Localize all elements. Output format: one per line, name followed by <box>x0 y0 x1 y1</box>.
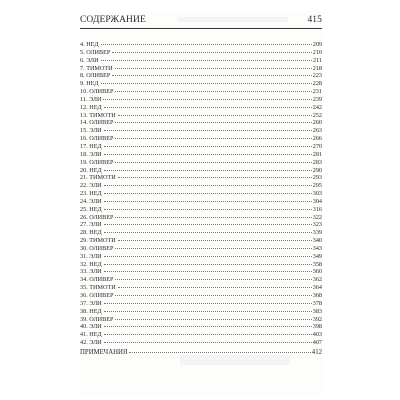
toc-entry <box>80 214 322 222</box>
toc-entry-page: 304 <box>312 197 322 205</box>
toc-entry-page: 242 <box>312 103 322 111</box>
dot-leader <box>104 170 312 171</box>
toc-entry <box>80 135 322 143</box>
toc-entry-page: 383 <box>312 307 322 315</box>
toc-entry-label: 37. ЭЛИ <box>80 299 102 307</box>
toc-entry-page: 368 <box>312 292 322 299</box>
dot-leader <box>118 115 312 116</box>
toc-entry <box>80 316 322 324</box>
toc-entry <box>80 308 322 316</box>
toc-entry-page: 211 <box>312 56 322 64</box>
dot-leader <box>104 154 312 155</box>
dot-leader <box>115 319 311 320</box>
toc-entry-label: 11. ЭЛИ <box>80 95 102 103</box>
dot-leader <box>104 271 312 272</box>
toc-entry-label: 32. НЕД <box>80 260 102 268</box>
toc-entry-label: 38. НЕД <box>80 307 102 315</box>
toc-entry-page: 412 <box>311 348 322 356</box>
toc-entry <box>80 127 322 135</box>
toc-entry-page: 303 <box>312 190 322 198</box>
dot-leader <box>104 185 312 186</box>
toc-entry <box>80 268 322 276</box>
toc-entry-page: 362 <box>312 276 322 284</box>
toc-entry-label: 34. ОЛИВЕР <box>80 276 114 284</box>
page-title: СОДЕРЖАНИЕ <box>80 15 146 25</box>
toc-entry-page: 323 <box>312 221 322 229</box>
toc-entry <box>80 349 322 357</box>
table-of-contents <box>80 41 322 357</box>
toc-entry-label: 21. ТИМОТИ <box>80 174 116 182</box>
toc-entry <box>80 88 322 96</box>
toc-entry-page: 358 <box>312 260 322 268</box>
toc-entry <box>80 112 322 120</box>
toc-entry-page: 293 <box>312 174 322 182</box>
toc-entry-page: 349 <box>312 252 322 260</box>
toc-entry <box>80 72 322 80</box>
dot-leader <box>104 256 312 257</box>
toc-entry-label: 39. ОЛИВЕР <box>80 315 114 323</box>
toc-entry-page: 403 <box>312 331 322 339</box>
toc-entry <box>80 159 322 167</box>
dot-leader <box>104 209 312 210</box>
page-number: 415 <box>307 15 322 25</box>
dot-leader <box>104 201 312 202</box>
toc-entry-page: 407 <box>312 339 322 347</box>
dot-leader <box>115 122 311 123</box>
book-page <box>80 11 322 396</box>
toc-entry-label: 16. ОЛИВЕР <box>80 135 114 143</box>
dot-leader <box>104 130 312 131</box>
dot-leader <box>104 264 312 265</box>
toc-entry-label: 33. ЭЛИ <box>80 268 102 276</box>
dot-leader <box>118 287 312 288</box>
toc-entry-page: 340 <box>312 237 322 245</box>
toc-entry-label: 20. НЕД <box>80 166 102 174</box>
toc-entry <box>80 323 322 331</box>
toc-entry <box>80 221 322 229</box>
toc-entry-page: 239 <box>312 95 322 103</box>
toc-entry <box>80 49 322 57</box>
dot-leader <box>115 91 311 92</box>
toc-entry-label: 18. ЭЛИ <box>80 150 102 158</box>
toc-entry-label: 7. ТИМОТИ <box>80 64 113 72</box>
header-rule <box>80 28 322 29</box>
dot-leader <box>118 240 312 241</box>
toc-entry-label: 27. ЭЛИ <box>80 221 102 229</box>
toc-entry-page: 322 <box>312 213 322 221</box>
toc-entry-label: 42. ЭЛИ <box>80 339 102 347</box>
toc-entry <box>80 151 322 159</box>
toc-entry-label: ПРИМЕЧАНИЯ <box>80 348 128 356</box>
toc-entry <box>80 276 322 284</box>
toc-entry <box>80 41 322 49</box>
dot-leader <box>115 248 311 249</box>
toc-entry-page: 228 <box>312 80 322 88</box>
toc-entry <box>80 65 322 73</box>
toc-entry-label: 4. НЕД <box>80 41 99 48</box>
toc-entry <box>80 198 322 206</box>
dot-leader <box>101 60 312 61</box>
toc-entry-label: 24. ЭЛИ <box>80 197 102 205</box>
toc-entry-page: 218 <box>312 64 322 72</box>
toc-entry-label: 22. ЭЛИ <box>80 182 102 190</box>
toc-entry-page: 343 <box>312 244 322 252</box>
toc-entry <box>80 253 322 261</box>
dot-leader <box>104 334 312 335</box>
toc-entry <box>80 182 322 190</box>
toc-entry-page: 281 <box>312 150 322 158</box>
toc-entry-page: 209 <box>312 41 322 48</box>
toc-entry-page: 364 <box>312 284 322 292</box>
toc-entry-label: 35. ТИМОТИ <box>80 284 116 292</box>
toc-entry <box>80 143 322 151</box>
toc-entry-label: 19. ОЛИВЕР <box>80 158 114 166</box>
toc-entry-page: 283 <box>312 158 322 166</box>
dot-leader <box>115 138 311 139</box>
toc-entry <box>80 261 322 269</box>
toc-entry-label: 41. НЕД <box>80 331 102 339</box>
toc-entry <box>80 80 322 88</box>
toc-entry <box>80 284 322 292</box>
toc-entry-label: 12. НЕД <box>80 103 102 111</box>
dot-leader <box>112 52 311 53</box>
dot-leader <box>115 217 311 218</box>
toc-entry-page: 252 <box>312 111 322 119</box>
toc-entry <box>80 174 322 182</box>
dot-leader <box>104 342 312 343</box>
toc-entry <box>80 237 322 245</box>
toc-entry-label: 15. ЭЛИ <box>80 127 102 135</box>
toc-entry-label: 9. НЕД <box>80 80 99 88</box>
toc-entry <box>80 57 322 65</box>
toc-entry <box>80 245 322 253</box>
dot-leader <box>104 224 312 225</box>
toc-entry-label: 14. ОЛИВЕР <box>80 119 114 127</box>
dot-leader <box>115 295 311 296</box>
dot-leader <box>129 352 310 353</box>
toc-entry-page: 266 <box>312 135 322 143</box>
toc-entry <box>80 119 322 127</box>
toc-entry-page: 378 <box>312 299 322 307</box>
toc-entry-page: 270 <box>312 142 322 150</box>
toc-entry-page: 223 <box>312 72 322 80</box>
toc-entry-page: 295 <box>312 182 322 190</box>
toc-entry-label: 10. ОЛИВЕР <box>80 88 114 96</box>
toc-entry <box>80 190 322 198</box>
dot-leader <box>104 146 312 147</box>
toc-entry-label: 30. ОЛИВЕР <box>80 244 114 252</box>
toc-entry-label: 26. ОЛИВЕР <box>80 213 114 221</box>
toc-entry <box>80 206 322 214</box>
dot-leader <box>115 68 312 69</box>
toc-entry <box>80 167 322 175</box>
toc-entry-page: 260 <box>312 119 322 127</box>
toc-entry-label: 17. НЕД <box>80 142 102 150</box>
toc-entry-page: 316 <box>312 205 322 213</box>
toc-entry-label: 5. ОЛИВЕР <box>80 48 111 56</box>
toc-entry-label: 8. ОЛИВЕР <box>80 72 111 80</box>
toc-entry <box>80 339 322 347</box>
toc-entry-page: 231 <box>312 88 322 96</box>
dot-leader <box>101 44 312 45</box>
toc-entry-label: 40. ЭЛИ <box>80 323 102 331</box>
toc-entry-label: 23. НЕД <box>80 190 102 198</box>
dot-leader <box>104 326 312 327</box>
toc-entry <box>80 229 322 237</box>
dot-leader <box>104 311 312 312</box>
toc-entry-page: 392 <box>312 315 322 323</box>
toc-entry-label: 25. НЕД <box>80 205 102 213</box>
toc-entry-page: 339 <box>312 229 322 237</box>
toc-entry-label: 29. ТИМОТИ <box>80 237 116 245</box>
toc-entry-label: 28. НЕД <box>80 229 102 237</box>
toc-entry <box>80 104 322 112</box>
dot-leader <box>101 83 312 84</box>
dot-leader <box>112 75 311 76</box>
toc-entry-page: 360 <box>312 268 322 276</box>
dot-leader <box>115 162 311 163</box>
dot-leader <box>115 279 311 280</box>
toc-entry-label: 31. ЭЛИ <box>80 252 102 260</box>
dot-leader <box>103 99 311 100</box>
running-header <box>80 14 322 26</box>
dot-leader <box>104 107 312 108</box>
dot-leader <box>118 177 312 178</box>
toc-entry-page: 210 <box>312 48 322 56</box>
toc-entry <box>80 300 322 308</box>
dot-leader <box>104 193 312 194</box>
toc-entry-label: 13. ТИМОТИ <box>80 111 116 119</box>
toc-entry-label: 36. ОЛИВЕР <box>80 292 114 299</box>
toc-entry <box>80 331 322 339</box>
toc-entry-page: 263 <box>312 127 322 135</box>
toc-entry-page: 290 <box>312 166 322 174</box>
toc-entry <box>80 96 322 104</box>
toc-entry-page: 398 <box>312 323 322 331</box>
toc-entry <box>80 292 322 300</box>
dot-leader <box>104 303 312 304</box>
dot-leader <box>104 232 312 233</box>
toc-entry-label: 6. ЭЛИ <box>80 56 99 64</box>
